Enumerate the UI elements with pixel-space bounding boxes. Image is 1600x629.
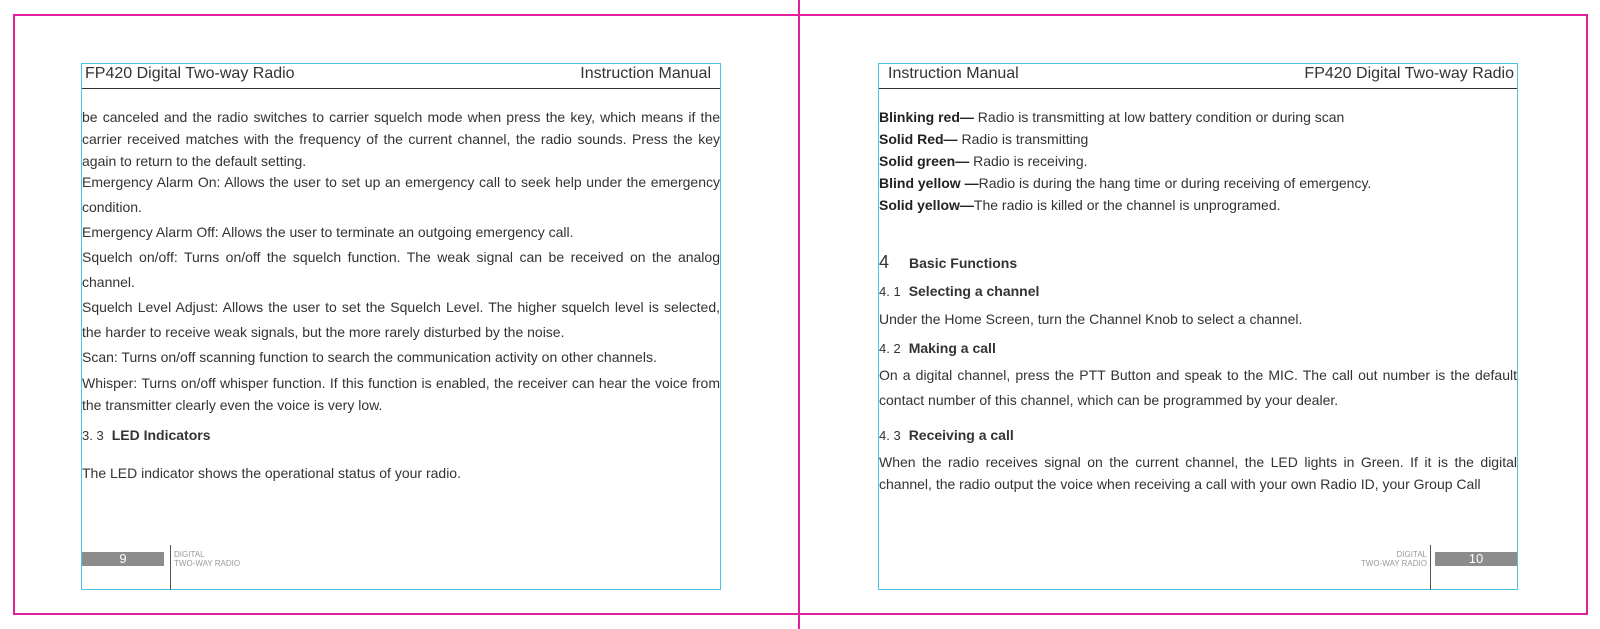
left-header-subtitle: Instruction Manual (580, 65, 711, 82)
led-item (879, 106, 1517, 128)
brand-line-2: TWO-WAY RADIO (1360, 559, 1427, 568)
brand-line-2: TWO-WAY RADIO (174, 559, 241, 568)
led-label: Blind yellow — (879, 175, 979, 191)
section-title: Making a call (908, 340, 996, 356)
section-number: 4. 1 (879, 284, 901, 299)
brand-line-1: DIGITAL (1396, 550, 1427, 559)
page-number-badge: 10 (1435, 552, 1517, 566)
led-text: Radio is during the hang time or during receiving of emergency. (978, 175, 1372, 191)
chapter-number: 4 (879, 252, 890, 272)
right-header-title: Instruction Manual (888, 65, 1019, 82)
led-text: Radio is receiving. (969, 153, 1088, 169)
spine-line (798, 0, 800, 629)
brand-line-1: DIGITAL (174, 550, 205, 559)
section-heading-making (879, 340, 1517, 356)
led-label: Blinking red— (879, 109, 974, 125)
paragraph-squelch-level: Squelch Level Adjust: Allows the user to set the Squelch Level. The higher squelch level is selected, the harder to receive weak signals, but the more rarely disturbed by the noise. (82, 299, 720, 340)
footer-brand (1361, 550, 1427, 568)
right-header-subtitle: FP420 Digital Two-way Radio (1304, 65, 1514, 82)
left-page-body (82, 106, 720, 484)
led-item (879, 128, 1517, 150)
footer-divider (1430, 545, 1431, 590)
paragraph-whisper: Whisper: Turns on/off whisper function. If this function is enabled, the receiver can hear the voice from the transmitter clearly even the voice is very low. (82, 375, 720, 413)
right-page-body (879, 106, 1517, 495)
chapter-title: Basic Functions (909, 255, 1018, 271)
paragraph-making: On a digital channel, press the PTT Button and speak to the MIC. The call out number is the default contact number of this channel, which can be programmed by your dealer. (879, 367, 1517, 408)
paragraph-selecting: Under the Home Screen, turn the Channel Knob to select a channel. (879, 311, 1303, 327)
section-number: 4. 2 (879, 341, 901, 356)
section-heading-receiving (879, 427, 1517, 443)
right-page (878, 63, 1518, 590)
led-text: Radio is transmitting (957, 131, 1089, 147)
led-text: The radio is killed or the channel is unprogramed. (973, 197, 1281, 213)
section-title: Receiving a call (908, 427, 1014, 443)
section-number: 3. 3 (82, 428, 104, 443)
left-page-header (82, 64, 720, 89)
led-item (879, 172, 1517, 194)
paragraph-continued: be canceled and the radio switches to carrier squelch mode when press the key, which means if the carrier received matches with the frequency of the current channel, the radio sounds. Press the key again to return to the default setting. (82, 109, 720, 169)
led-item (879, 194, 1517, 216)
section-heading-selecting (879, 283, 1517, 299)
led-item (879, 150, 1517, 172)
paragraph-scan: Scan: Turns on/off scanning function to search the communication activity on other channels. (82, 349, 657, 365)
paragraph-squelch-onoff: Squelch on/off: Turns on/off the squelch function. The weak signal can be received on the analog channel. (82, 249, 720, 290)
chapter-heading (879, 252, 1517, 273)
led-label: Solid Red— (879, 131, 958, 147)
left-header-title: FP420 Digital Two-way Radio (85, 65, 295, 82)
led-label: Solid green— (879, 153, 970, 169)
paragraph-receiving: When the radio receives signal on the current channel, the LED lights in Green. If it is the digital channel, the radio output the voice when receiving a call with your own Radio ID, your Group Call (879, 454, 1517, 492)
footer-divider (170, 545, 171, 590)
section-title: Selecting a channel (908, 283, 1040, 299)
section-heading-led (82, 427, 720, 443)
paragraph-led-intro: The LED indicator shows the operational status of your radio. (82, 465, 461, 481)
page-number-badge: 9 (82, 552, 164, 566)
paragraph-emergency-on: Emergency Alarm On: Allows the user to set up an emergency call to seek help under the emergency condition. (82, 174, 720, 215)
left-page (81, 63, 721, 590)
paragraph-emergency-off: Emergency Alarm Off: Allows the user to terminate an outgoing emergency call. (82, 224, 574, 240)
section-title: LED Indicators (111, 427, 211, 443)
led-label: Solid yellow— (879, 197, 974, 213)
section-number: 4. 3 (879, 428, 901, 443)
footer-brand (174, 550, 240, 568)
right-page-header (879, 64, 1517, 89)
led-text: Radio is transmitting at low battery condition or during scan (973, 109, 1345, 125)
